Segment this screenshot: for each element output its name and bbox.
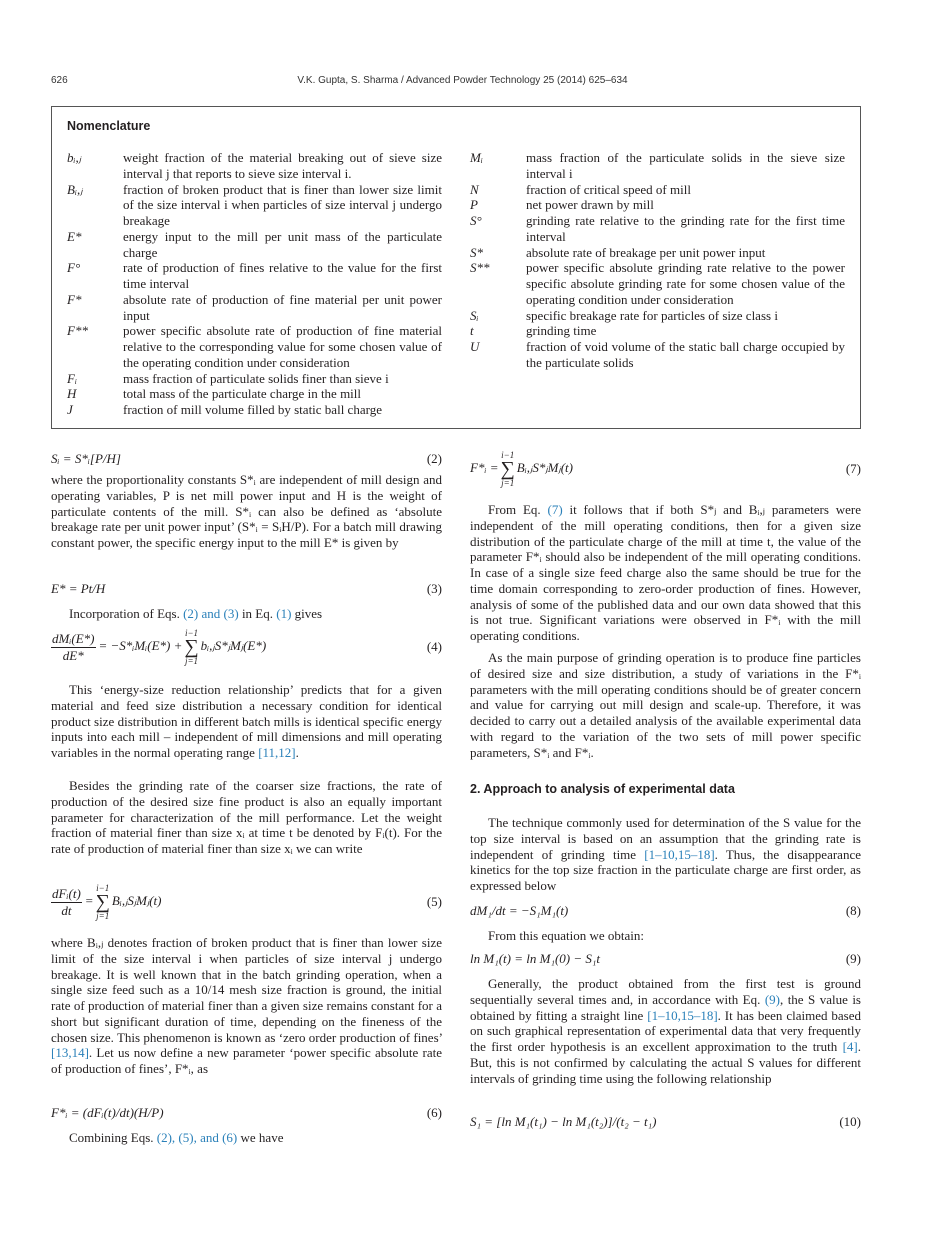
paragraph xyxy=(51,935,442,1077)
nomenclature-symbol: P xyxy=(470,197,478,213)
nomenclature-symbol: H xyxy=(67,386,77,402)
equation-6 xyxy=(51,1105,442,1121)
nomenclature-item xyxy=(67,182,442,229)
equation-expr: Sᵢ = S*ᵢ[P/H] xyxy=(51,451,121,466)
section-heading: 2. Approach to analysis of experimental data xyxy=(470,782,735,796)
nomenclature-item xyxy=(470,308,845,324)
nomenclature-symbol: F* xyxy=(67,291,82,307)
nomenclature-definition: total mass of the particulate charge in the mill xyxy=(123,386,362,402)
paragraph xyxy=(51,606,442,622)
nomenclature-box xyxy=(51,106,861,429)
text-run: Besides the grinding rate of the coarser size fractions, the rate of production of the desired size fine product is also an equally important parameter for characterization of the mill performance. Let the weight fraction of material finer than size xᵢ at time t be denoted by Fᵢ(t). For the rate of production of material finer than size xᵢ we can write xyxy=(51,778,442,856)
equation-number: (4) xyxy=(426,639,442,655)
nomenclature-symbol: bᵢ,ⱼ xyxy=(67,150,82,165)
equation-expr: E* = Pt/H xyxy=(51,581,106,596)
nomenclature-definition: absolute rate of production of fine material per unit power input xyxy=(123,291,442,323)
equation-expr: F*ᵢ = (dFᵢ(t)/dt)(H/P) xyxy=(51,1105,164,1120)
nomenclature-definition: mass fraction of the particulate solids in the sieve size interval i xyxy=(526,150,845,181)
nomenclature-definition: energy input to the mill per unit mass of the particulate charge xyxy=(123,228,442,260)
nomenclature-definition: weight fraction of the material breaking out of sieve size interval j that reports to sieve size interval i. xyxy=(123,150,442,181)
text-run: where the proportionality constants S*ᵢ are independent of mill design and operating variables, P is net mill power input and H is the weight of particulate contents of the mill. S*ᵢ can also be defined as ‘absolute breakage rate per unit power input’ (S*ᵢ = SᵢH/P). For a batch mill drawing constant power, the specific energy input to the mill E* is given by xyxy=(51,472,442,550)
nomenclature-item xyxy=(470,182,845,198)
equation-expr: = xyxy=(84,892,94,908)
nomenclature-definition: fraction of mill volume filled by static ball charge xyxy=(123,402,382,417)
nomenclature-item xyxy=(67,323,442,370)
nomenclature-definition: net power drawn by mill xyxy=(526,197,654,213)
text-run: This ‘energy-size reduction relationship’ predicts that for a given material and feed size distribution a necessary condition for identical product size distribution in different batch mills is identical specific energy inputs into each mill – independent of mill dimensions and mill operating variables in the normal operating range xyxy=(51,682,442,760)
equation-10 xyxy=(470,1114,861,1130)
nomenclature-definition: fraction of critical speed of mill xyxy=(526,181,691,197)
summation-sign: i−1 ∑ j=1 xyxy=(500,450,515,488)
equation-7 xyxy=(470,450,861,488)
nomenclature-item xyxy=(470,323,845,339)
reference-link[interactable]: (2) and (3) xyxy=(183,606,239,621)
paragraph xyxy=(51,682,442,761)
text-run: where Bᵢ,ⱼ denotes fraction of broken product that is finer than lower size limit of the size interval i when particles of size interval j undergo breakage. It is well known that in the batch grinding operation, when a single size feed such as a 10/14 mesh size fraction is ground, the initial rate of production of material finer than a given size remains constant for a short but significant duration of time, depending on the fineness of the chosen size. This phenomenon is known as ‘zero order production of fines’ xyxy=(51,935,442,1045)
denominator: dt xyxy=(61,902,72,918)
equation-expr: S₁ = [ln M₁(t₁) − ln M₁(t₂)]/(t₂ − t₁) xyxy=(470,1114,657,1129)
fraction xyxy=(51,631,96,664)
nomenclature-definition: grinding time xyxy=(526,323,597,339)
nomenclature-definition: rate of production of fines relative to the value for the first time interval xyxy=(123,260,442,291)
equation-8 xyxy=(470,903,861,919)
text-run: Generally, the product obtained from the first test is ground sequentially several times and, in accordance with Eq. xyxy=(470,976,861,1007)
nomenclature-symbol: E* xyxy=(67,228,82,244)
nomenclature-definition: power specific absolute rate of production of fine material relative to the corresponding value for some chosen value of the operating condition under consideration xyxy=(123,323,442,370)
equation-5 xyxy=(51,883,442,921)
summation-sign: i−1 ∑ j=1 xyxy=(95,883,110,921)
equation-expr: F*ᵢ = xyxy=(470,459,499,475)
nomenclature-definition: fraction of broken product that is finer than lower size limit of the size interval i when particles of size interval j undergo breakage xyxy=(123,181,442,228)
nomenclature-symbol: N xyxy=(470,181,479,197)
equation-expr: Bᵢ,ⱼSⱼMⱼ(t) xyxy=(111,892,162,908)
reference-link[interactable]: [4] xyxy=(842,1039,858,1054)
reference-link[interactable]: [11,12] xyxy=(258,745,296,760)
nomenclature-item xyxy=(67,260,442,292)
nomenclature-item xyxy=(470,260,845,307)
reference-link[interactable]: [1–10,15–18] xyxy=(647,1007,718,1023)
nomenclature-symbol: S° xyxy=(470,213,482,228)
reference-link[interactable]: (1) xyxy=(276,606,292,621)
paragraph xyxy=(51,1130,442,1146)
denominator: dE* xyxy=(62,647,84,663)
reference-link[interactable]: (2), (5), and (6) xyxy=(156,1130,238,1145)
equation-number: (7) xyxy=(845,461,861,477)
nomenclature-symbol: F° xyxy=(67,260,81,276)
nomenclature-right-list xyxy=(470,150,845,371)
equation-number: (10) xyxy=(839,1114,861,1129)
nomenclature-symbol: U xyxy=(470,339,480,354)
nomenclature-item xyxy=(470,197,845,213)
nomenclature-symbol: Sᵢ xyxy=(470,307,479,323)
nomenclature-definition: power specific absolute grinding rate relative to the power specific absolute grinding rate for some chosen value of the operating condition under consideration xyxy=(526,260,845,307)
equation-number: (9) xyxy=(845,951,861,966)
nomenclature-symbol: S* xyxy=(470,244,483,260)
nomenclature-symbol: F** xyxy=(67,323,88,339)
equation-expr: dM₁/dt = −S₁M₁(t) xyxy=(470,903,569,918)
equation-expr: bᵢ,ⱼS*ⱼMⱼ(E*) xyxy=(200,637,267,653)
text-run: , the S value is obtained by fitting a straight line xyxy=(470,991,861,1023)
paragraph xyxy=(51,778,442,857)
nomenclature-item xyxy=(470,245,845,261)
fraction xyxy=(51,886,82,919)
paragraph xyxy=(470,650,861,760)
nomenclature-item xyxy=(470,213,845,245)
text-run: Combining Eqs. xyxy=(69,1130,157,1145)
reference-link[interactable]: (7) xyxy=(547,502,563,517)
equation-2 xyxy=(51,451,442,467)
equation-number: (5) xyxy=(426,894,442,910)
nomenclature-title: Nomenclature xyxy=(67,119,151,133)
paragraph xyxy=(470,502,861,644)
text-run: . But, this is not confirmed by calculating the actual S values for different intervals of grinding time using the following relationship xyxy=(470,1039,861,1086)
equation-4 xyxy=(51,628,442,666)
nomenclature-definition: absolute rate of breakage per unit power input xyxy=(526,244,766,260)
paragraph xyxy=(470,928,861,944)
text-run: As the main purpose of grinding operation is to produce fine particles of desired size and size distribution, a study of variations in the F*ᵢ parameters with the mill operating conditions should be of greater concern and value for carrying out mill design and scale-up. Therefore, it was decided to carry out a detailed analysis of the available experimental data with regard to the variation of the two sets of mill power specific parameters, S*ᵢ and F*ᵢ. xyxy=(470,650,861,760)
nomenclature-symbol: Mᵢ xyxy=(470,150,483,165)
sum-upper: i−1 xyxy=(184,628,199,638)
text-run: we have xyxy=(237,1130,284,1145)
nomenclature-item xyxy=(67,292,442,324)
running-title: V.K. Gupta, S. Sharma / Advanced Powder Technology 25 (2014) 625–634 xyxy=(297,75,628,86)
equation-9 xyxy=(470,951,861,967)
equation-expr: ln M₁(t) = ln M₁(0) − S₁t xyxy=(470,951,601,966)
nomenclature-item xyxy=(67,150,442,182)
nomenclature-symbol: S** xyxy=(470,260,490,276)
equation-expr: Bᵢ,ⱼS*ⱼMⱼ(t) xyxy=(516,459,573,475)
nomenclature-definition: mass fraction of particulate solids finer than sieve i xyxy=(123,370,389,386)
text-run: From this equation we obtain: xyxy=(488,928,644,943)
text-run: . Thus, the disappearance kinetics for the top size fraction in the particulate charge are first order, as expressed below xyxy=(470,846,861,893)
nomenclature-symbol: Bᵢ,ⱼ xyxy=(67,181,83,197)
text-run: Incorporation of Eqs. xyxy=(69,606,184,621)
text-run: The technique commonly used for determination of the S value for the top size interval is based on an assumption that the grinding rate is independent of grinding time xyxy=(470,815,861,862)
text-run: . Let us now define a new parameter ‘power specific absolute rate of production of fines’, F*ᵢ, as xyxy=(51,1045,442,1076)
summation-sign: i−1 ∑ j=1 xyxy=(184,628,199,666)
text-run: gives xyxy=(291,606,323,621)
reference-link[interactable]: [13,14] xyxy=(51,1045,89,1061)
equation-number: (2) xyxy=(426,451,442,466)
nomenclature-symbol: J xyxy=(67,402,73,417)
nomenclature-item xyxy=(470,150,845,182)
nomenclature-symbol: Fᵢ xyxy=(67,370,77,386)
sum-upper: i−1 xyxy=(501,450,515,460)
nomenclature-definition: grinding rate relative to the grinding rate for the first time interval xyxy=(526,213,845,244)
equation-number: (6) xyxy=(426,1105,442,1120)
numerator: dFᵢ(t) xyxy=(52,885,81,901)
text-run: it follows that if both S*ⱼ and Bᵢ,ⱼ parameters were independent of the mill operating conditions, then for a given size distribution of the particulate charge of the mill at time t, the value of the parameter F*ᵢ should also be independent of the mill operating conditions. In case of a single size feed charge also the same should be true for the time domain corresponding to zero-order production of fines. However, analysis of some of the published data and our own data showed that this is not true. Significant variations were observed in F*ᵢ with the mill operating conditions. xyxy=(470,502,861,643)
equation-expr: = −S*ᵢMᵢ(E*) + xyxy=(98,637,183,653)
nomenclature-item xyxy=(67,229,442,261)
equation-number: (3) xyxy=(426,581,442,596)
sum-lower: j=1 xyxy=(184,656,199,666)
paragraph xyxy=(470,976,861,1086)
nomenclature-item xyxy=(470,339,845,371)
nomenclature-item xyxy=(67,402,442,418)
nomenclature-definition: fraction of void volume of the static ball charge occupied by the particulate solids xyxy=(526,339,845,370)
sum-lower: j=1 xyxy=(96,911,110,921)
nomenclature-item xyxy=(67,371,442,387)
nomenclature-definition: specific breakage rate for particles of size class i xyxy=(526,307,778,323)
reference-link[interactable]: (9) xyxy=(764,991,780,1007)
numerator: dMᵢ(E*) xyxy=(52,630,95,646)
nomenclature-item xyxy=(67,386,442,402)
paragraph xyxy=(51,472,442,551)
text-run: . xyxy=(295,745,299,760)
sum-lower: j=1 xyxy=(501,478,515,488)
paragraph xyxy=(470,815,861,894)
equation-3 xyxy=(51,581,442,597)
nomenclature-left-list xyxy=(67,150,442,418)
sum-upper: i−1 xyxy=(96,883,110,893)
reference-link[interactable]: [1–10,15–18] xyxy=(644,846,715,862)
text-run: From Eq. xyxy=(488,502,548,517)
text-run: . It has been claimed based on such graphical representation of experimental data that very frequently the first order hypothesis is an excellent approximation to the truth xyxy=(470,1007,861,1054)
nomenclature-symbol: t xyxy=(470,323,474,339)
page-number: 626 xyxy=(51,75,68,86)
equation-number: (8) xyxy=(845,903,861,918)
text-run: in Eq. xyxy=(238,606,277,621)
